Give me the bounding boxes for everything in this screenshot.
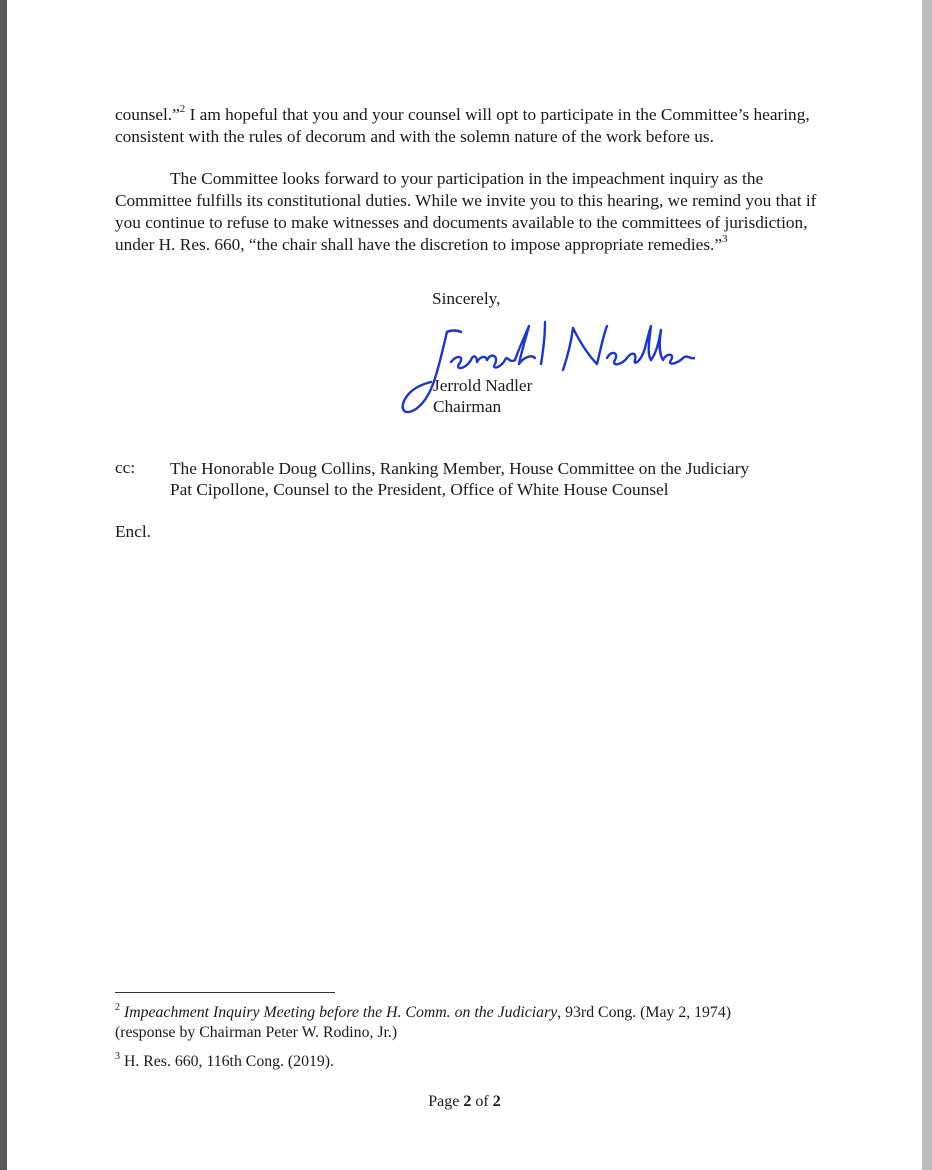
signature-block <box>433 375 532 417</box>
cc-recipient: Pat Cipollone, Counsel to the President, Office of White House Counsel <box>170 480 669 499</box>
closing: Sincerely, <box>432 289 501 308</box>
footnote-divider <box>115 992 335 993</box>
body-paragraph-1: counsel.”$^2$ I am hopeful that you and your counsel will opt to participate in the Committee’s hearing, consistent with the rules of decorum and with the solemn nature of the work before us. <box>115 103 810 146</box>
window-left-edge <box>0 0 7 1170</box>
document-page <box>7 0 922 1170</box>
footnote-ref-3: 3 <box>722 233 728 246</box>
cc-list <box>170 458 749 500</box>
page-number: Page 2 of 2 <box>428 1093 501 1110</box>
body-paragraph-2: The Committee looks forward to your participation in the impeachment inquiry as the Committee fulfills its constitutional duties. While we invite you to this hearing, we remind you that if you continue to refuse to make witnesses and documents available to the committees of jurisdiction, under H. Res. 660, “the chair shall have the discretion to impose appropriate remedies.”$^3$ <box>115 169 817 254</box>
footnote-2: $^2$ Impeachment Inquiry Meeting before the H. Comm. on the Judiciary, 93rd Cong. (May 2, 1974) (response by Chairman Peter W. Rodino, Jr.) <box>115 1001 731 1041</box>
enclosure-note: Encl. <box>115 522 151 541</box>
cc-label: cc: <box>115 458 136 477</box>
signer-name: Jerrold Nadler <box>433 376 533 395</box>
footnote-ref-2: 2 <box>179 103 186 116</box>
signer-title: Chairman <box>433 397 502 416</box>
cc-recipient: The Honorable Doug Collins, Ranking Member, House Committee on the Judiciary <box>170 459 750 478</box>
footnote-3: $^3$ H. Res. 660, 116th Cong. (2019). <box>115 1050 334 1070</box>
scrollbar-track[interactable] <box>922 0 932 1170</box>
